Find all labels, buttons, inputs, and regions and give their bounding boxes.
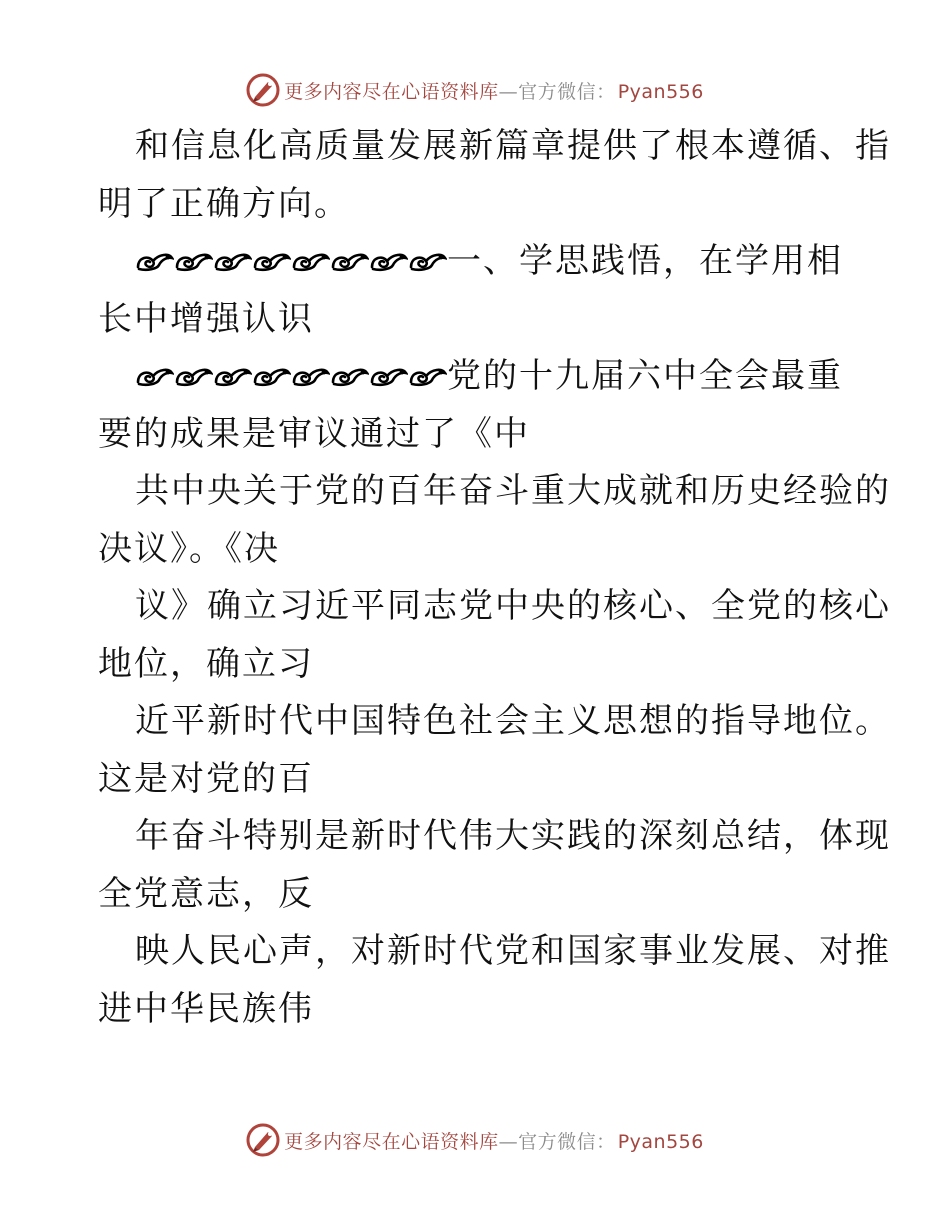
swirl-ornament-icon [135,364,174,388]
text-line [98,406,858,464]
text-line-content: 映人民心声，对新时代党和国家事业发展、对推 [135,931,891,971]
text-line-content: 要的成果是审议通过了《中 [98,413,530,454]
document-body [98,118,891,1038]
footer-banner [0,1120,950,1160]
text-line-content: 这是对党的百 [98,758,314,799]
text-line [98,118,891,176]
text-line-content: 议》确立习近平同志党中央的核心、全党的核心 [135,586,891,626]
header-banner-text [284,77,704,104]
footer-banner-text [284,1127,704,1154]
header-wechat-label: 官方微信： [518,80,616,103]
swirl-ornament-icon [174,249,213,273]
text-line-content: 近平新时代中国特色社会主义思想的指导地位。 [135,701,891,741]
text-line [98,176,858,234]
swirl-ornament-icon [135,249,174,273]
text-line-content: 进中华民族伟 [98,988,314,1029]
footer-wechat-id: Pyan556 [617,1130,704,1153]
text-line-content: 明了正确方向。 [98,183,350,224]
text-line-content: 年奋斗特别是新时代伟大实践的深刻总结，体现 [135,816,891,856]
text-line-content: 决议》。《决 [98,528,280,569]
swirl-ornament-icon [291,364,330,388]
text-line [98,981,858,1039]
text-line [98,463,891,521]
text-line [98,233,858,291]
text-line [98,866,858,924]
swirl-ornament-icon [369,249,408,273]
header-banner [0,70,950,110]
text-line-content: 党的十九届六中全会最重 [447,356,843,396]
swirl-ornament-icon [213,364,252,388]
text-line-content: 全党意志，反 [98,873,314,914]
text-line-content: 地位，确立习 [98,643,314,684]
header-wechat-id: Pyan556 [617,80,704,103]
text-line-content: 长中增强认识 [98,298,314,339]
swirl-ornament-icon [213,249,252,273]
text-line [98,693,891,751]
swirl-ornament-icon [252,364,291,388]
header-site-text: 更多内容尽在心语资料库 [284,80,499,103]
pen-logo-icon [246,1123,280,1157]
ornament-group [135,346,447,404]
text-line-content: 一、学思践悟，在学用相 [447,241,843,281]
footer-wechat-label: 官方微信： [518,1130,616,1153]
footer-site-text: 更多内容尽在心语资料库 [284,1130,499,1153]
pen-logo-icon [246,73,280,107]
swirl-ornament-icon [369,364,408,388]
text-line-content: 共中央关于党的百年奋斗重大成就和历史经验的 [135,471,891,511]
swirl-ornament-icon [330,249,369,273]
swirl-ornament-icon [174,364,213,388]
text-line [98,923,891,981]
text-line [98,521,858,579]
swirl-ornament-icon [408,249,447,273]
swirl-ornament-icon [330,364,369,388]
header-separator: — [498,80,519,103]
swirl-ornament-icon [252,249,291,273]
swirl-ornament-icon [408,364,447,388]
text-line [98,808,891,866]
text-line [98,636,858,694]
text-line-content: 和信息化高质量发展新篇章提供了根本遵循、指 [135,126,891,166]
footer-separator: — [498,1130,519,1153]
text-line [98,348,858,406]
ornament-group [135,231,447,289]
text-line [98,751,858,809]
text-line [98,578,891,636]
swirl-ornament-icon [291,249,330,273]
text-line [98,291,858,349]
